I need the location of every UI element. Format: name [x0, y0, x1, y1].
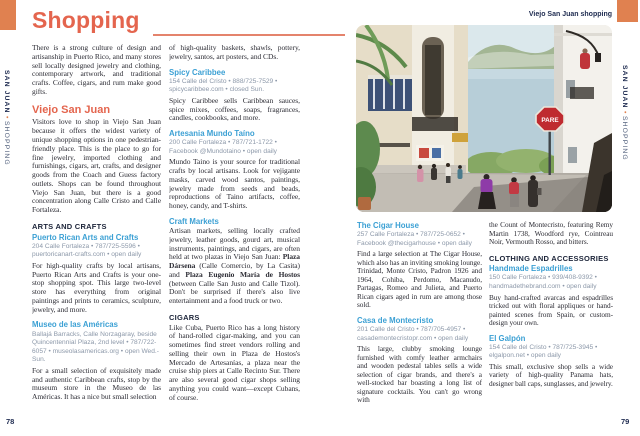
pedestrian-white-shirt [446, 167, 452, 177]
tab-section-label: SHOPPING [3, 121, 10, 166]
tab-region-label: SAN JUAN [3, 70, 10, 114]
pedestrian-dark [528, 180, 538, 207]
left-page-column-2 [169, 44, 300, 426]
shop-description: For a small selection of exquisitely made and authentic Caribbean crafts, stop by the museum store in the Museo de las Américas. It has a nice but small selection [32, 365, 161, 402]
pedestrian-head [446, 163, 450, 167]
shop-sign-blue [432, 148, 441, 158]
street-scene-illustration [356, 25, 612, 212]
shop-name: Puerto Rican Arts and Crafts [32, 232, 139, 242]
tall-window-inner [425, 45, 441, 115]
shop-description: This large, clubby smoking lounge furnished with comfy leather armchairs and wooden pedestal tables sells a wide selection of cigar brands, and there's a well-stocked bar boasting a long list of signature cocktails. You can't go wrong with [357, 344, 482, 405]
listing-puerto-rican-arts-and-crafts [32, 233, 161, 315]
continued-paragraph: of high-quality baskets, shawls, pottery, jewelry, santos, art posters, and CDs. [169, 44, 300, 61]
page-title: Shopping [32, 7, 140, 33]
left-page-number: 78 [6, 417, 15, 426]
pedestrian-head [511, 177, 517, 183]
shop-name: El Galpón [489, 333, 526, 343]
intro-paragraph: There is a strong culture of design and artisanship in Puerto Rico, and many stores sell locally designed jewelry and clothing, contemporary artwork, and traditional crafts. Coffee, cigars, and rum make good gifts. [32, 44, 161, 96]
shop-description: Spicy Caribbee sells Caribbean sauces, spice mixes, coffees, soaps, fragrances, candles, cookbooks, and more. [169, 95, 300, 123]
pedestrian-red-top [509, 182, 519, 195]
left-page-column-1 [32, 44, 161, 426]
shop-name: The Cigar House [357, 221, 419, 230]
pedestrian-head [458, 165, 462, 169]
red-dress-mannequin [580, 53, 590, 69]
listing-museo-de-las-americas [32, 320, 161, 401]
shop-name: Artesania Mundo Taíno [169, 129, 255, 139]
section-heading-viejo-san-juan: Viejo San Juan [32, 103, 111, 116]
yellow-awning [452, 133, 468, 142]
terracotta-pot [358, 197, 371, 210]
shop-contact: 154 Calle del Cristo • 787/725-3945 • elgalpon.net • open daily [489, 343, 598, 360]
cornice [554, 33, 612, 36]
tab-bullet: • [621, 110, 628, 115]
shop-contact: Ballajá Barracks, Calle Norzagaray, beside Quincentennial Plaza, 2nd level • 787/722-6057 • museolasamericas.org • open Wed.-Sun. [32, 330, 159, 364]
pedestrian-skirt [478, 192, 496, 209]
pedestrian-pink-dress [417, 169, 424, 182]
balcony-rail [368, 75, 412, 79]
right-page-column-2 [489, 221, 613, 426]
continued-paragraph: the Count of Montecristo, featuring Remy Martin 1738, Woodford rye, Cointreau Noir, Vermouth Rosso, and bitters. [489, 221, 613, 247]
listing-artesania-mundo-taino [169, 129, 300, 211]
pedestrian-pants [446, 176, 451, 183]
mannequin-head [582, 48, 587, 53]
viejo-san-juan-photo [356, 25, 612, 212]
shop-description: This small, exclusive shop sells a wide variety of high-quality Panama hats, designer ball caps, sunglasses, and jewelry. [489, 361, 613, 389]
shop-contact: 150 Calle Fortaleza • 939/408-9392 • handmadethebrand.com • open daily [489, 274, 597, 291]
shop-name: Handmade Espadrilles [489, 264, 573, 274]
shop-description: Buy hand-crafted avarcas and espadrilles tricked out with floral appliques or hand-painted scenes from Spain, or custom-design your own. [489, 292, 613, 328]
sign-pole [549, 127, 551, 175]
shop-description: Find a large selection at The Cigar House, which also has an inviting smoking lounge. Trinidad, Monte Cristo, Padron 1926 and 1964, Cohiba, Perdomo, Macanudo, Partagas, Romeo and Julieta, and Puerto Rican cigars aged in rum are among those sold. [357, 249, 482, 310]
shop-description: For high-quality crafts by local artisans, Puerto Rican Arts and Crafts is your one-stop shopping spot. This large two-level store has everything from original paintings and prints to ceramics, sculpture, jewelry, and more. [32, 260, 161, 314]
right-edge-tab [621, 65, 628, 161]
pedestrian-head [432, 164, 436, 168]
shop-name: Museo de las Américas [32, 320, 118, 330]
pedestrian-teal [458, 169, 463, 179]
shop-description: Artisan markets, selling locally crafted jewelry, leather goods, gourd art, musical instruments, paintings, and cigars, are often held at two plazas in Viejo San Juan: Plaza Dársena (Calle Comercio, by La Casita) and Plaza Eugenio María de Hostos (between Calle San Justo and Calle Tizol). Don't be surprised if there's also live entertainment and a food truck or two. [169, 226, 300, 306]
pedestrian-dark-small [431, 168, 437, 180]
shop-contact: 257 Calle Fortaleza • 787/725-0652 • Facebook @thecigarhouse • open daily [357, 231, 472, 247]
listing-the-cigar-house [357, 221, 482, 310]
lantern [595, 53, 601, 62]
shop-sign-red [419, 148, 429, 158]
category-heading-cigars: CIGARS [169, 312, 200, 322]
pedestrian-purple-top [481, 179, 493, 193]
shop-contact: 200 Calle Fortaleza • 787/721-1722 • Facebook @Mundotaino • open daily [169, 139, 277, 155]
listing-el-galpon [489, 334, 613, 389]
pedestrian-skirt [510, 194, 519, 207]
left-edge-tab [3, 70, 10, 166]
shop-name: Casa de Montecristo [357, 315, 434, 325]
shop-contact: 154 Calle del Cristo • 888/725-7529 • spicycaribbee.com • closed Sun. [169, 77, 278, 94]
viejo-san-juan-paragraph: Visitors love to shop in Viejo San Juan because it offers the widest variety of unique shopping options in one pedestrian-friendly place. This is the place to go for fine jewelry, imported clothing and furnishings, cigars, art, crafts, and designer goods from the Coach and Guess factory outlets. Shops can be found throughout Viejo San Juan, but there is a good concentration along Calle Cristo and Calle Fortaleza. [32, 117, 161, 215]
photo-caption: Viejo San Juan shopping [528, 11, 612, 18]
listing-craft-markets [169, 217, 300, 306]
tab-region-label: SAN JUAN [621, 65, 628, 109]
iron-balcony [412, 117, 458, 131]
shoulder-bag [537, 188, 542, 195]
shop-contact: 204 Calle Fortaleza • 787/725-5596 • puertoricanart-crafts.com • open daily [32, 242, 142, 259]
tab-bullet: • [3, 115, 10, 120]
listing-casa-de-montecristo [357, 316, 482, 405]
pedestrian-head [530, 175, 536, 181]
balcony-post [383, 79, 385, 109]
right-page-number: 79 [621, 417, 630, 426]
shop-name: Spicy Caribbee [169, 67, 226, 77]
shop-contact: 201 Calle del Cristo • 787/705-4957 • casademontecristopr.com • open daily [357, 326, 469, 342]
gray-shutter [568, 147, 577, 163]
listing-spicy-caribbee [169, 68, 300, 124]
category-heading-clothing-and-accessories: CLOTHING AND ACCESSORIES [489, 253, 609, 263]
shop-name: Craft Markets [169, 216, 219, 226]
tab-section-label: SHOPPING [621, 116, 628, 161]
listing-handmade-espadrilles [489, 264, 613, 327]
right-tab-square [617, 0, 638, 22]
pedestrian-head [418, 165, 422, 169]
balcony-post [373, 79, 375, 109]
left-tab-square [0, 0, 16, 30]
shop-description: Mundo Taino is your source for traditional crafts by local artisans. Look for vejigante masks, carved wood santos, paintings, jewelry made from seeds and beads, reproductions of Taino artifacts, coffee, honey, candy, and T-shirts. [169, 157, 300, 211]
category-heading-arts-and-crafts: ARTS AND CRAFTS [32, 221, 107, 231]
iron-balcony [570, 87, 594, 99]
cigars-paragraph: Like Cuba, Puerto Rico has a long history of hand-rolled cigar-making, and you can sometimes find street vendors rolling and selling their own in Plaza de Hostos's Mercado de Artesanías, a plaza near the cruise ship piers at Calle Recinto Sur. There are also several good cigar shops selling anything you could want—except Cubans, of course. [169, 322, 300, 402]
right-page-column-1 [357, 221, 482, 426]
balcony-post [403, 79, 405, 109]
balcony-post [393, 79, 395, 109]
title-rule [153, 34, 345, 36]
stop-sign-text: PARE [541, 117, 559, 124]
